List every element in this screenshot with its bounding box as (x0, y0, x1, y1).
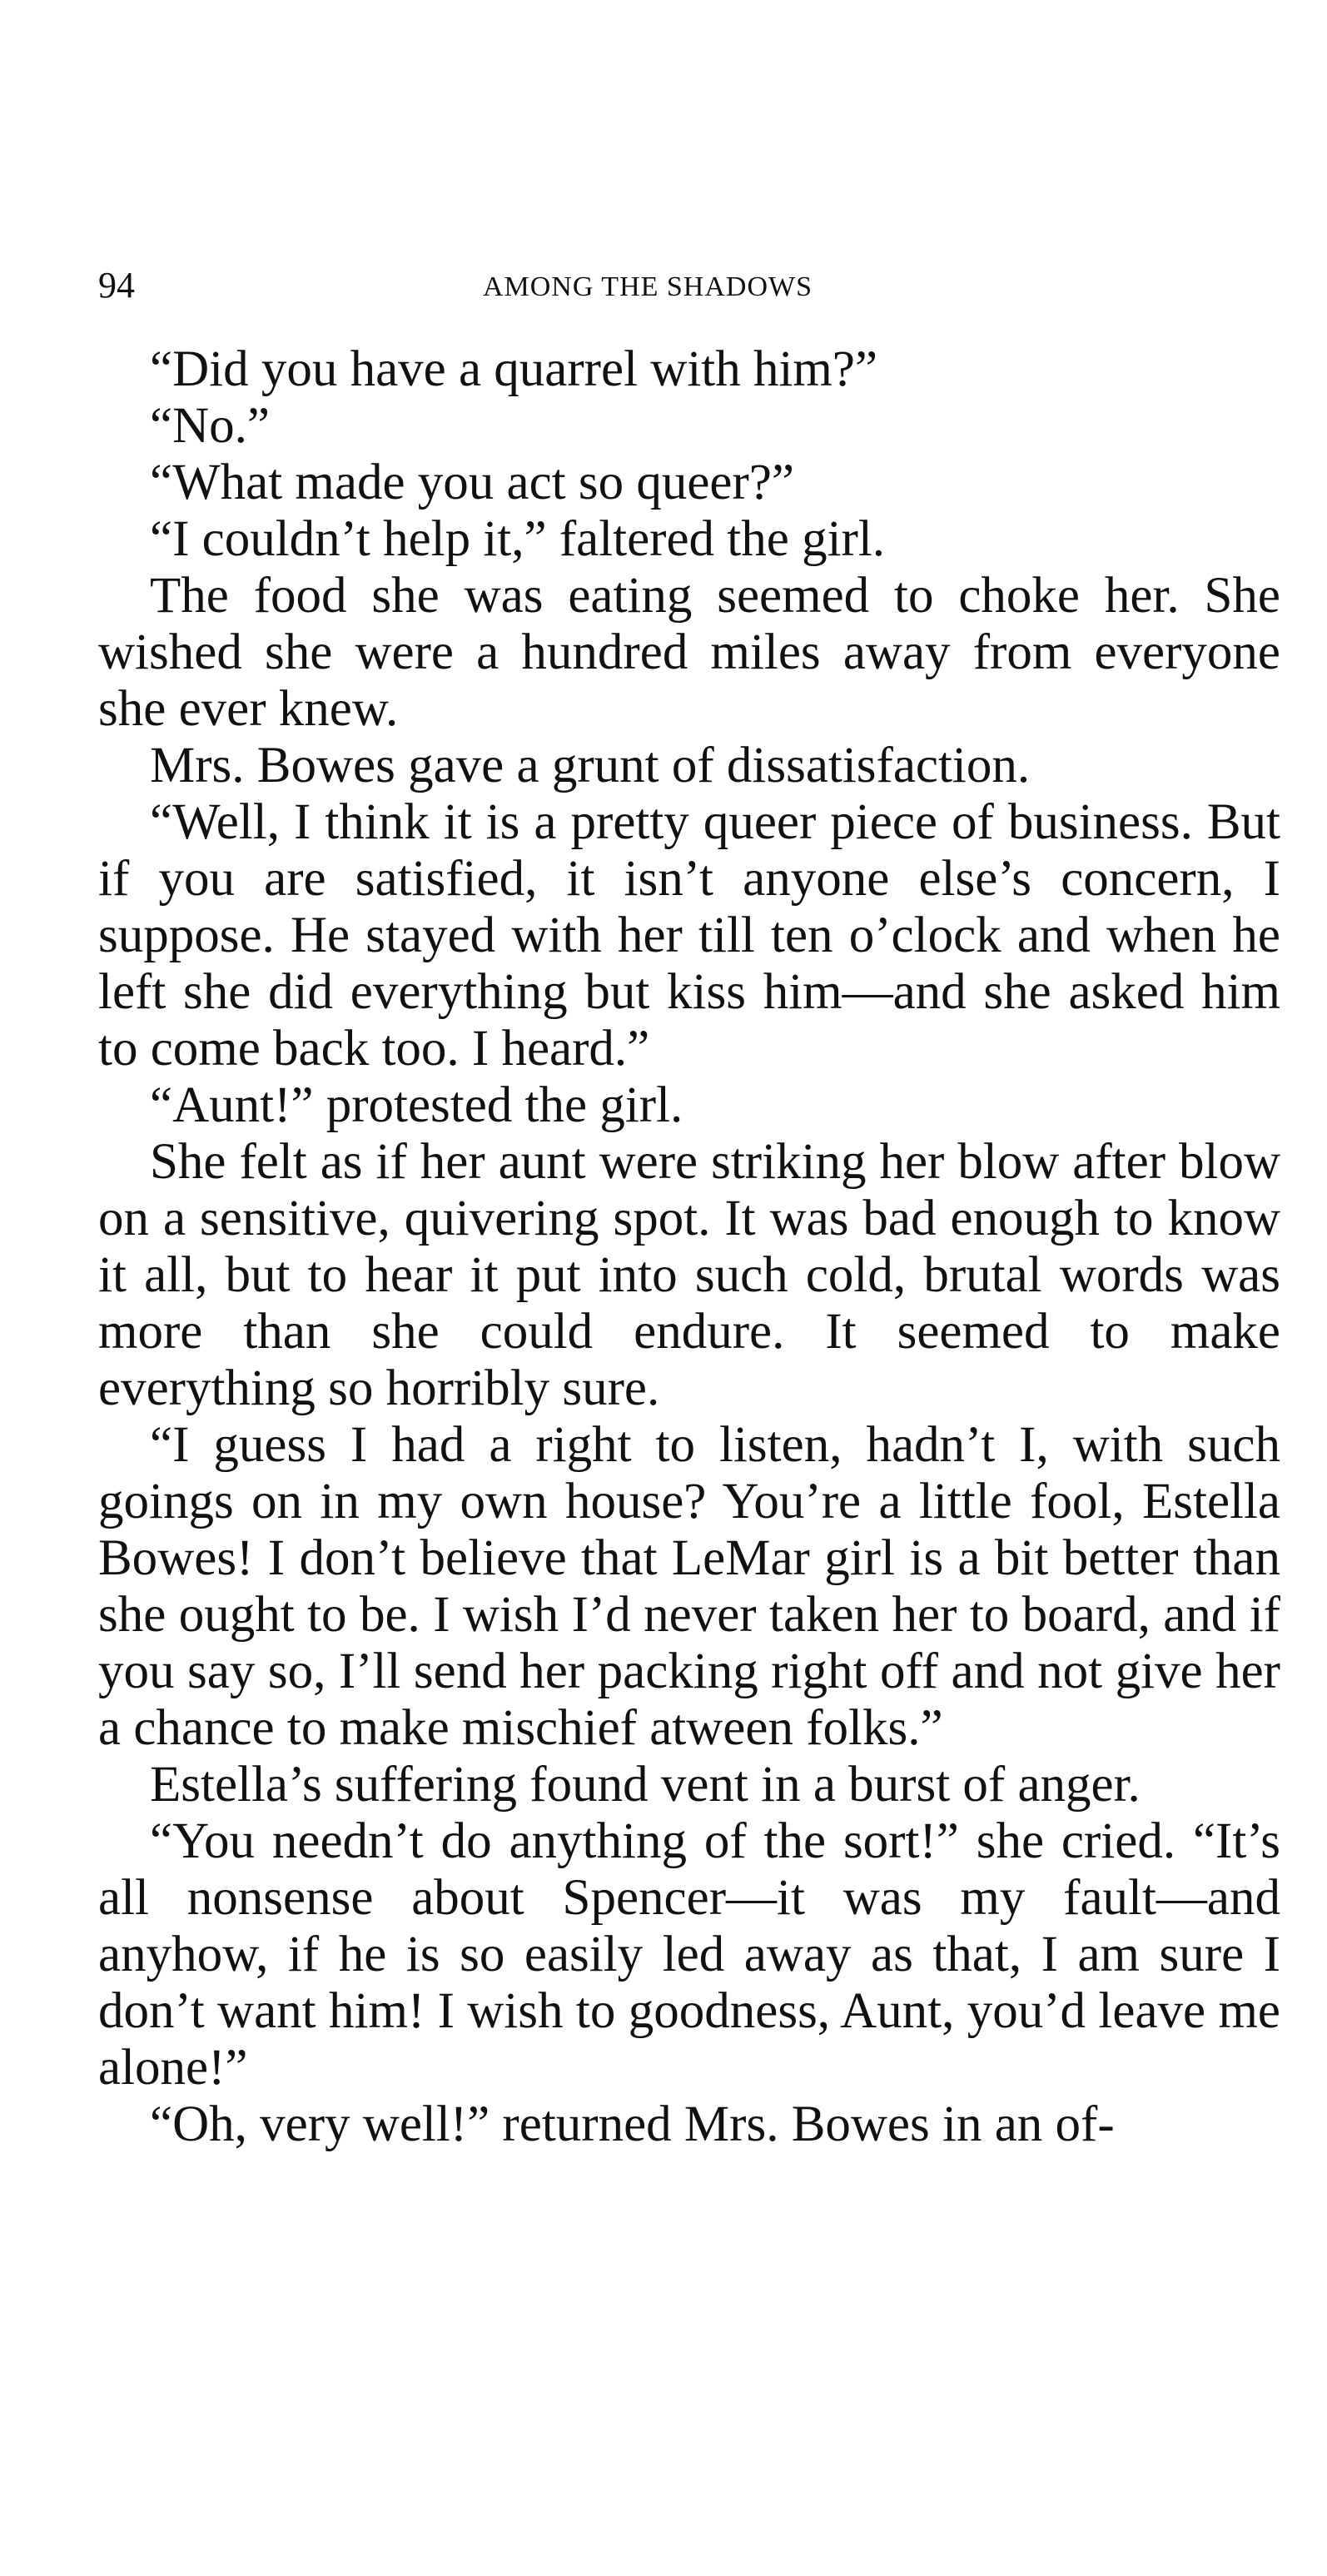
paragraph: “Did you have a quarrel with him?” (150, 341, 878, 397)
paragraph: “I couldn’t help it,” faltered the girl. (150, 511, 886, 567)
page-number: 94 (98, 265, 135, 306)
paragraph: Mrs. Bowes gave a grunt of dissatisfaction. (150, 738, 1031, 793)
paragraph: “You needn’t do anything of the sort!” she cried. “It’s all nonsense about Spencer—it was my fault—and anyhow, if he is so easily led away as that, I am sure I don’t want him! I wish to goodness, Aunt, you’d leave me alone!” (98, 1813, 1280, 2096)
paragraph: The food she was eating seemed to choke her. She wished she were a hundred miles away from everyone she ever knew. (98, 568, 1280, 737)
paragraph: “Oh, very well!” returned Mrs. Bowes in an of- (150, 2096, 1115, 2152)
paragraph: “Aunt!” protested the girl. (150, 1077, 683, 1133)
body-text (98, 341, 1280, 2153)
paragraph: “No.” (150, 398, 270, 454)
paragraph: She felt as if her aunt were striking her blow after blow on a sensitive, quivering spot. It was bad enough to know it all, but to hear it put into such cold, brutal words was more than she could endure. It seemed to make everything so horribly sure. (98, 1134, 1280, 1416)
paragraph: Estella’s suffering found vent in a burst of anger. (150, 1757, 1141, 1813)
running-title: AMONG THE SHADOWS (482, 271, 813, 302)
paragraph: “I guess I had a right to listen, hadn’t I, with such goings on in my own house? You’re a little fool, Estella Bowes! I don’t believe that LeMar girl is a bit better than she ought to be. I wish I’d never taken her to board, and if you say so, I’ll send her packing right off and not give her a chance to make mischief atween folks.” (98, 1417, 1280, 1756)
running-head (98, 265, 1280, 306)
paragraph: “Well, I think it is a pretty queer piece of business. But if you are satisfied, it isn’t anyone else’s concern, I suppose. He stayed with her till ten o’clock and when he left she did everything but kiss him—and she asked him to come back too. I heard.” (98, 794, 1280, 1077)
paragraph: “What made you act so queer?” (150, 455, 794, 510)
